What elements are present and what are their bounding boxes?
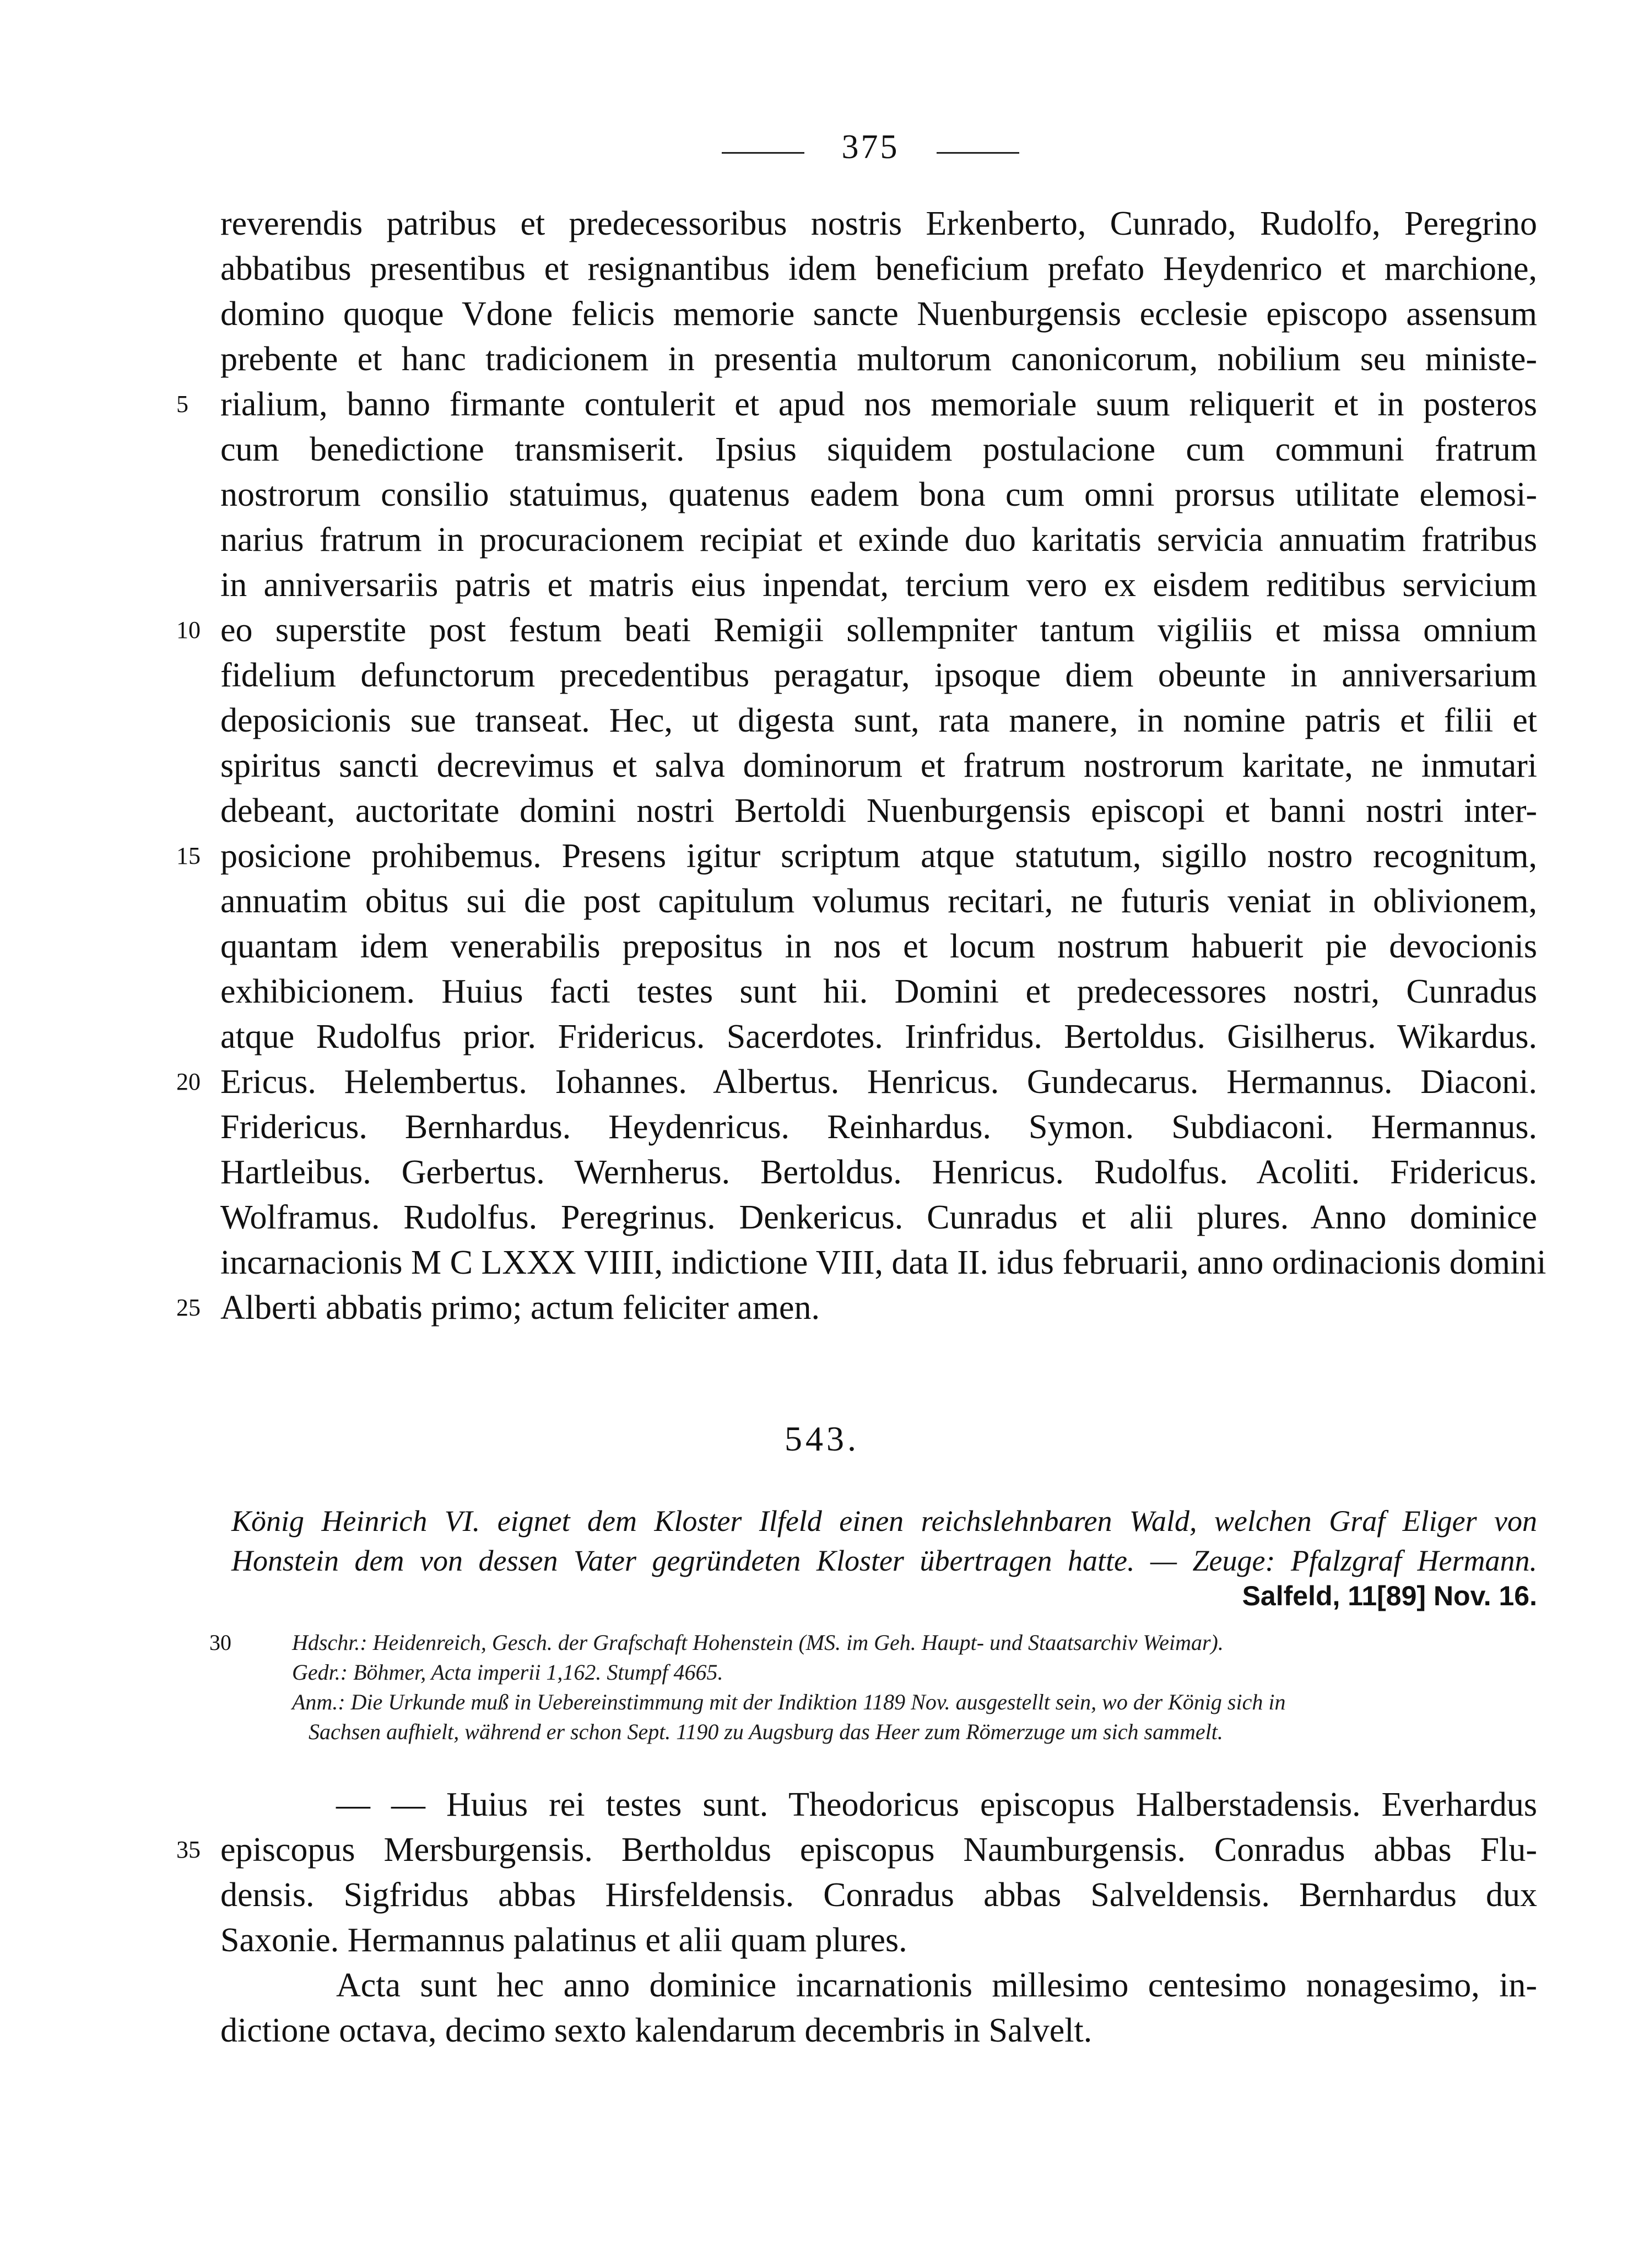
- line-number: 10: [176, 616, 201, 643]
- text-line: [220, 969, 1537, 1014]
- line-text: reverendis patribus et predecessoribus nostris Erkenberto, Cunrado, Rudolfo, Peregrino: [220, 205, 1537, 242]
- text-line: [220, 427, 1537, 472]
- note-line: Hdschr.: Heidenreich, Gesch. der Grafschaft Hohenstein (MS. im Geh. Haupt- und Staatsarchiv Weimar).: [292, 1630, 1224, 1655]
- line-text: rialium, banno firmante contulerit et apud nos memoriale suum reliquerit et in posteros: [220, 386, 1537, 423]
- text-line: [220, 246, 1537, 291]
- line-text: fidelium defunctorum precedentibus peragatur, ipsoque diem obeunte in anniversarium: [220, 657, 1537, 694]
- text-line: [220, 517, 1537, 562]
- text-line: [220, 1782, 1537, 1827]
- text-line: [176, 833, 1537, 879]
- text-line: [220, 924, 1537, 969]
- line-number: 35: [176, 1836, 201, 1863]
- line-number: 15: [176, 842, 201, 869]
- regest-line: Honstein dem von dessen Vater gegründeten Kloster übertragen hatte. — Zeuge: Pfalzgraf Hermann.: [231, 1544, 1537, 1577]
- line-text: debeant, auctoritate domini nostri Bertoldi Nuenburgensis episcopi et banni nostri inter-: [220, 792, 1537, 830]
- text-line: [220, 1014, 1537, 1059]
- page-number: 375: [841, 128, 900, 166]
- text-line: [220, 291, 1537, 337]
- line-text: Ericus. Helembertus. Iohannes. Albertus. Henricus. Gundecarus. Hermannus. Diaconi.: [220, 1063, 1537, 1101]
- line-text: Acta sunt hec anno dominice incarnationis millesimo centesimo nonagesimo, in-: [336, 1967, 1537, 2004]
- line-number: 30: [209, 1630, 231, 1655]
- regest-summary: [231, 1501, 1537, 1580]
- line-text: eo superstite post festum beati Remigii sollempniter tantum vigiliis et missa omnium: [220, 611, 1537, 649]
- line-text: domino quoque Vdone felicis memorie sancte Nuenburgensis ecclesie episcopo assensum: [220, 295, 1537, 333]
- header-rule-left: [722, 152, 804, 154]
- text-line: [220, 1918, 1537, 1963]
- text-line: [176, 382, 1537, 427]
- line-text: narius fratrum in procuracionem recipiat et exinde duo karitatis servicia annuatim fratribus: [220, 521, 1537, 559]
- line-text: abbatibus presentibus et resignantibus idem beneficium prefato Heydenrico et marchione,: [220, 250, 1537, 288]
- text-line: [220, 472, 1537, 517]
- text-line: [220, 1872, 1537, 1918]
- text-line: [220, 653, 1537, 698]
- line-text: posicione prohibemus. Presens igitur scriptum atque statutum, sigillo nostro recognitum,: [220, 837, 1537, 875]
- line-text: atque Rudolfus prior. Fridericus. Sacerdotes. Irinfridus. Bertoldus. Gisilherus. Wikardus.: [220, 1018, 1537, 1055]
- header-rule-right: [937, 152, 1019, 154]
- lower-text-block: [176, 1782, 1537, 2053]
- text-line: [220, 1105, 1537, 1150]
- line-text: dictione octava, decimo sexto kalendarum decembris in Salvelt.: [220, 2012, 1093, 2049]
- text-line: [220, 337, 1537, 382]
- line-text: Fridericus. Bernhardus. Heydenricus. Reinhardus. Symon. Subdiaconi. Hermannus.: [220, 1108, 1537, 1146]
- text-line: [220, 2008, 1537, 2053]
- text-line: [220, 879, 1537, 924]
- line-text: annuatim obitus sui die post capitulum volumus recitari, ne futuris veniat in oblivionem,: [220, 883, 1537, 920]
- text-line: [220, 698, 1537, 743]
- line-text: prebente et hanc tradicionem in presentia multorum canonicorum, nobilium seu ministe-: [220, 340, 1537, 378]
- note-line: Gedr.: Böhmer, Acta imperii 1,162. Stumpf 4665.: [292, 1660, 723, 1685]
- text-line: [220, 743, 1537, 788]
- upper-text-block: [176, 201, 1546, 1330]
- line-text: Alberti abbatis primo; actum feliciter amen.: [220, 1289, 820, 1327]
- page-header: [0, 128, 1644, 177]
- document-number: 543.: [785, 1419, 859, 1458]
- line-number: 20: [176, 1068, 201, 1095]
- line-text: in anniversariis patris et matris eius inpendat, tercium vero ex eisdem reditibus servicium: [220, 566, 1537, 604]
- text-line: [220, 1195, 1537, 1240]
- text-line: [220, 562, 1537, 608]
- text-line: [220, 1963, 1537, 2008]
- line-text: incarnacionis M C LXXX VIIII, indictione VIII, data II. idus februarii, anno ordinacionis domini: [220, 1244, 1546, 1281]
- text-line: [220, 201, 1537, 246]
- text-line: [220, 1150, 1537, 1195]
- line-text: nostrorum consilio statuimus, quatenus eadem bona cum omni prorsus utilitate elemosi-: [220, 476, 1537, 513]
- line-text: Wolframus. Rudolfus. Peregrinus. Denkericus. Cunradus et alii plures. Anno dominice: [220, 1199, 1537, 1236]
- line-text: quantam idem venerabilis prepositus in nos et locum nostrum habuerit pie devocionis: [220, 928, 1537, 965]
- note-line: Sachsen aufhielt, während er schon Sept. 1190 zu Augsburg das Heer zum Römerzuge um sich sammelt.: [309, 1719, 1223, 1744]
- line-number: 25: [176, 1294, 201, 1321]
- line-text: — — Huius rei testes sunt. Theodoricus episcopus Halberstadensis. Everhardus: [336, 1786, 1537, 1823]
- line-text: Saxonie. Hermannus palatinus et alii quam plures.: [220, 1921, 907, 1959]
- line-text: deposicionis sue transeat. Hec, ut digesta sunt, rata manere, in nomine patris et filii et: [220, 702, 1537, 739]
- line-text: spiritus sancti decrevimus et salva dominorum et fratrum nostrorum karitate, ne inmutari: [220, 747, 1537, 784]
- apparatus-notes: [292, 1628, 1537, 1747]
- text-line: [176, 1285, 1537, 1330]
- line-text: Hartleibus. Gerbertus. Wernherus. Bertoldus. Henricus. Rudolfus. Acoliti. Fridericus.: [220, 1154, 1537, 1191]
- text-line: [220, 1240, 1546, 1285]
- line-number: 5: [176, 391, 188, 418]
- text-line: [176, 1059, 1537, 1105]
- line-text: cum benedictione transmiserit. Ipsius siquidem postulacione cum communi fratrum: [220, 431, 1537, 468]
- text-line: [176, 608, 1537, 653]
- text-line: [176, 1827, 1537, 1872]
- text-line: [220, 788, 1537, 833]
- line-text: exhibicionem. Huius facti testes sunt hii. Domini et predecessores nostri, Cunradus: [220, 973, 1537, 1010]
- date-place-line: Salfeld, 11[89] Nov. 16.: [1242, 1580, 1537, 1611]
- line-text: densis. Sigfridus abbas Hirsfeldensis. Conradus abbas Salveldensis. Bernhardus dux: [220, 1876, 1537, 1914]
- note-line: Anm.: Die Urkunde muß in Uebereinstimmung mit der Indiktion 1189 Nov. ausgestellt sein, wo der König sich in: [292, 1690, 1286, 1714]
- regest-line: König Heinrich VI. eignet dem Kloster Ilfeld einen reichslehnbaren Wald, welchen Graf Eliger von: [231, 1504, 1537, 1538]
- line-text: episcopus Mersburgensis. Bertholdus episcopus Naumburgensis. Conradus abbas Flu-: [220, 1831, 1537, 1869]
